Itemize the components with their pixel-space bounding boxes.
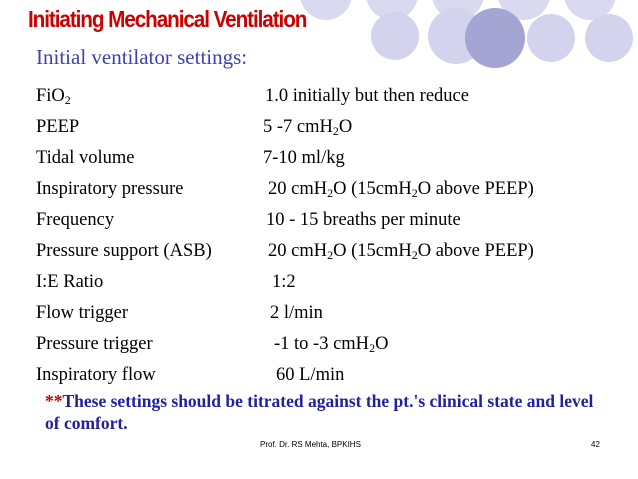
setting-row-fio2 <box>36 86 636 117</box>
setting-row-flow-trigger <box>36 303 636 334</box>
setting-row-inspiratory-pressure <box>36 179 636 210</box>
setting-value: -1 to -3 cmH$_2$O <box>274 334 389 355</box>
setting-label: Flow trigger <box>36 303 128 323</box>
setting-value: 7-10 ml/kg <box>263 148 345 168</box>
setting-value: 20 cmH$_2$O (15cmH$_2$O above PEEP) <box>268 241 534 262</box>
setting-value: 5 -7 cmH$_2$O <box>263 117 353 138</box>
setting-label: I:E Ratio <box>36 272 104 292</box>
setting-row-pressure-trigger <box>36 334 636 365</box>
setting-label: Inspiratory pressure <box>36 179 184 199</box>
setting-row-ie-ratio <box>36 272 636 303</box>
setting-value: 10 - 15 breaths per minute <box>266 210 461 230</box>
setting-row-pressure-support <box>36 241 636 272</box>
setting-row-tidal-volume <box>36 148 636 179</box>
setting-label: Frequency <box>36 210 115 230</box>
setting-value: 20 cmH$_2$O (15cmH$_2$O above PEEP) <box>268 179 534 200</box>
decor-circle-1 <box>300 0 352 20</box>
slide-subtitle: Initial ventilator settings: <box>36 45 248 69</box>
setting-value: 60 L/min <box>276 365 345 385</box>
setting-value: 1.0 initially but then reduce <box>265 86 469 106</box>
setting-label: Inspiratory flow <box>36 365 156 385</box>
slide-footer: Prof. Dr. RS Mehta, BPKIHS <box>260 440 361 449</box>
titration-note <box>45 390 605 434</box>
setting-row-peep <box>36 117 636 148</box>
setting-label: Pressure trigger <box>36 334 153 354</box>
decor-circle-10 <box>585 14 633 62</box>
setting-value: 1:2 <box>272 272 296 292</box>
decor-circle-6 <box>371 12 419 60</box>
setting-label: FiO$_2$ <box>36 86 71 107</box>
decor-circle-9 <box>527 14 575 62</box>
note-text: These settings should be titrated against the pt.'s clinical state and level of comfort. <box>45 391 594 433</box>
setting-label: Tidal volume <box>36 148 135 168</box>
note-stars: ** <box>45 391 63 411</box>
decor-circle-8 <box>465 8 525 68</box>
ventilator-settings-list <box>36 86 636 396</box>
setting-row-frequency <box>36 210 636 241</box>
slide-title: Initiating Mechanical Ventilation <box>28 6 307 32</box>
page-number: 42 <box>591 440 600 449</box>
setting-label: Pressure support (ASB) <box>36 241 212 261</box>
setting-value: 2 l/min <box>270 303 323 323</box>
setting-label: PEEP <box>36 117 80 137</box>
